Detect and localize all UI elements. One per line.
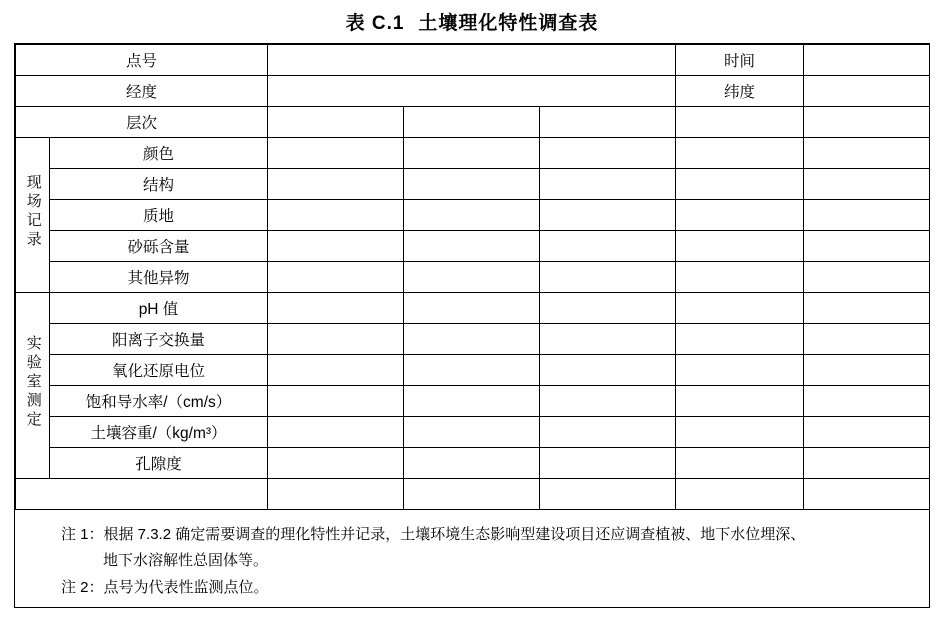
ph-value-1[interactable] xyxy=(268,293,404,324)
ph-value-3[interactable] xyxy=(540,293,676,324)
row-label-cec: 阳离子交换量 xyxy=(50,324,268,355)
cec-value-4[interactable] xyxy=(676,324,804,355)
bulk-density-value-3[interactable] xyxy=(540,417,676,448)
bulk-density-value-2[interactable] xyxy=(404,417,540,448)
time-value[interactable] xyxy=(804,45,930,76)
texture-value-4[interactable] xyxy=(676,200,804,231)
table-row-ph xyxy=(16,293,930,324)
note-2 xyxy=(15,575,929,601)
table-row-other-foreign-matter xyxy=(16,262,930,293)
note-1 xyxy=(15,522,929,575)
other-matter-value-1[interactable] xyxy=(268,262,404,293)
gravel-value-5[interactable] xyxy=(804,231,930,262)
section-label-lab-measurement: 实验室测定 xyxy=(16,293,50,479)
redox-value-3[interactable] xyxy=(540,355,676,386)
row-label-ph: pH 值 xyxy=(50,293,268,324)
point-label: 点号 xyxy=(16,45,268,76)
gravel-value-3[interactable] xyxy=(540,231,676,262)
porosity-value-1[interactable] xyxy=(268,448,404,479)
hydraulic-value-5[interactable] xyxy=(804,386,930,417)
color-value-2[interactable] xyxy=(404,138,540,169)
texture-value-1[interactable] xyxy=(268,200,404,231)
color-value-3[interactable] xyxy=(540,138,676,169)
extra-blank-3[interactable] xyxy=(404,479,540,510)
table-title-text: 土壤理化特性调查表 xyxy=(418,13,599,34)
porosity-value-3[interactable] xyxy=(540,448,676,479)
latitude-value[interactable] xyxy=(804,76,930,107)
table-row-extra-blank xyxy=(16,479,930,510)
extra-blank-5[interactable] xyxy=(676,479,804,510)
color-value-1[interactable] xyxy=(268,138,404,169)
note-1-marker: 注 1： xyxy=(61,526,104,543)
table-row-color xyxy=(16,138,930,169)
time-label: 时间 xyxy=(676,45,804,76)
bulk-density-value-1[interactable] xyxy=(268,417,404,448)
table-outer-frame xyxy=(14,43,930,608)
ph-value-4[interactable] xyxy=(676,293,804,324)
row-label-gravel-content: 砂砾含量 xyxy=(50,231,268,262)
longitude-label: 经度 xyxy=(16,76,268,107)
section-label-field-record: 现场记录 xyxy=(16,138,50,293)
texture-value-3[interactable] xyxy=(540,200,676,231)
latitude-label: 纬度 xyxy=(676,76,804,107)
table-row-texture xyxy=(16,200,930,231)
table-row-bulk-density xyxy=(16,417,930,448)
row-label-structure: 结构 xyxy=(50,169,268,200)
porosity-value-5[interactable] xyxy=(804,448,930,479)
longitude-value[interactable] xyxy=(268,76,676,107)
redox-value-5[interactable] xyxy=(804,355,930,386)
table-number: 表 C.1 xyxy=(345,13,405,34)
hydraulic-value-4[interactable] xyxy=(676,386,804,417)
other-matter-value-4[interactable] xyxy=(676,262,804,293)
table-row-porosity xyxy=(16,448,930,479)
row-label-redox-potential: 氧化还原电位 xyxy=(50,355,268,386)
gravel-value-1[interactable] xyxy=(268,231,404,262)
texture-value-5[interactable] xyxy=(804,200,930,231)
extra-blank-6[interactable] xyxy=(804,479,930,510)
redox-value-4[interactable] xyxy=(676,355,804,386)
other-matter-value-2[interactable] xyxy=(404,262,540,293)
note-2-line1: 点号为代表性监测点位。 xyxy=(103,578,269,596)
gravel-value-2[interactable] xyxy=(404,231,540,262)
ph-value-2[interactable] xyxy=(404,293,540,324)
row-label-texture: 质地 xyxy=(50,200,268,231)
redox-value-1[interactable] xyxy=(268,355,404,386)
layer-value-3[interactable] xyxy=(540,107,676,138)
table-row-cec xyxy=(16,324,930,355)
structure-value-4[interactable] xyxy=(676,169,804,200)
layer-value-5[interactable] xyxy=(804,107,930,138)
table-notes xyxy=(15,510,929,607)
table-row-hydraulic-conductivity xyxy=(16,386,930,417)
other-matter-value-3[interactable] xyxy=(540,262,676,293)
cec-value-3[interactable] xyxy=(540,324,676,355)
ph-value-5[interactable] xyxy=(804,293,930,324)
structure-value-2[interactable] xyxy=(404,169,540,200)
table-row-gravel-content xyxy=(16,231,930,262)
table-row-structure xyxy=(16,169,930,200)
table-title xyxy=(0,0,944,43)
cec-value-2[interactable] xyxy=(404,324,540,355)
row-label-porosity: 孔隙度 xyxy=(50,448,268,479)
layer-value-4[interactable] xyxy=(676,107,804,138)
structure-value-5[interactable] xyxy=(804,169,930,200)
structure-value-3[interactable] xyxy=(540,169,676,200)
note-1-line2: 地下水溶解性总固体等。 xyxy=(103,552,269,570)
extra-blank-2[interactable] xyxy=(268,479,404,510)
note-1-line1: 根据 7.3.2 确定需要调查的理化特性并记录，土壤环境生态影响型建设项目还应调查植被、地下水位埋深、 xyxy=(103,526,806,543)
hydraulic-value-1[interactable] xyxy=(268,386,404,417)
table-row-redox-potential xyxy=(16,355,930,386)
texture-value-2[interactable] xyxy=(404,200,540,231)
extra-blank-4[interactable] xyxy=(540,479,676,510)
redox-value-2[interactable] xyxy=(404,355,540,386)
note-2-marker: 注 2： xyxy=(61,578,104,596)
extra-blank-1[interactable] xyxy=(16,479,268,510)
cec-value-5[interactable] xyxy=(804,324,930,355)
layer-label: 层次 xyxy=(16,107,268,138)
bulk-density-value-5[interactable] xyxy=(804,417,930,448)
gravel-value-4[interactable] xyxy=(676,231,804,262)
row-label-color: 颜色 xyxy=(50,138,268,169)
table-row-layer xyxy=(16,107,930,138)
hydraulic-value-3[interactable] xyxy=(540,386,676,417)
bulk-density-value-4[interactable] xyxy=(676,417,804,448)
row-label-hydraulic-conductivity: 饱和导水率/（cm/s） xyxy=(50,386,268,417)
layer-value-2[interactable] xyxy=(404,107,540,138)
row-label-bulk-density: 土壤容重/（kg/m³） xyxy=(50,417,268,448)
porosity-value-2[interactable] xyxy=(404,448,540,479)
porosity-value-4[interactable] xyxy=(676,448,804,479)
structure-value-1[interactable] xyxy=(268,169,404,200)
point-value[interactable] xyxy=(268,45,676,76)
soil-property-survey-table xyxy=(15,44,930,510)
table-row-coordinates xyxy=(16,76,930,107)
row-label-other-foreign-matter: 其他异物 xyxy=(50,262,268,293)
hydraulic-value-2[interactable] xyxy=(404,386,540,417)
layer-value-1[interactable] xyxy=(268,107,404,138)
other-matter-value-5[interactable] xyxy=(804,262,930,293)
color-value-4[interactable] xyxy=(676,138,804,169)
color-value-5[interactable] xyxy=(804,138,930,169)
cec-value-1[interactable] xyxy=(268,324,404,355)
table-row-point xyxy=(16,45,930,76)
